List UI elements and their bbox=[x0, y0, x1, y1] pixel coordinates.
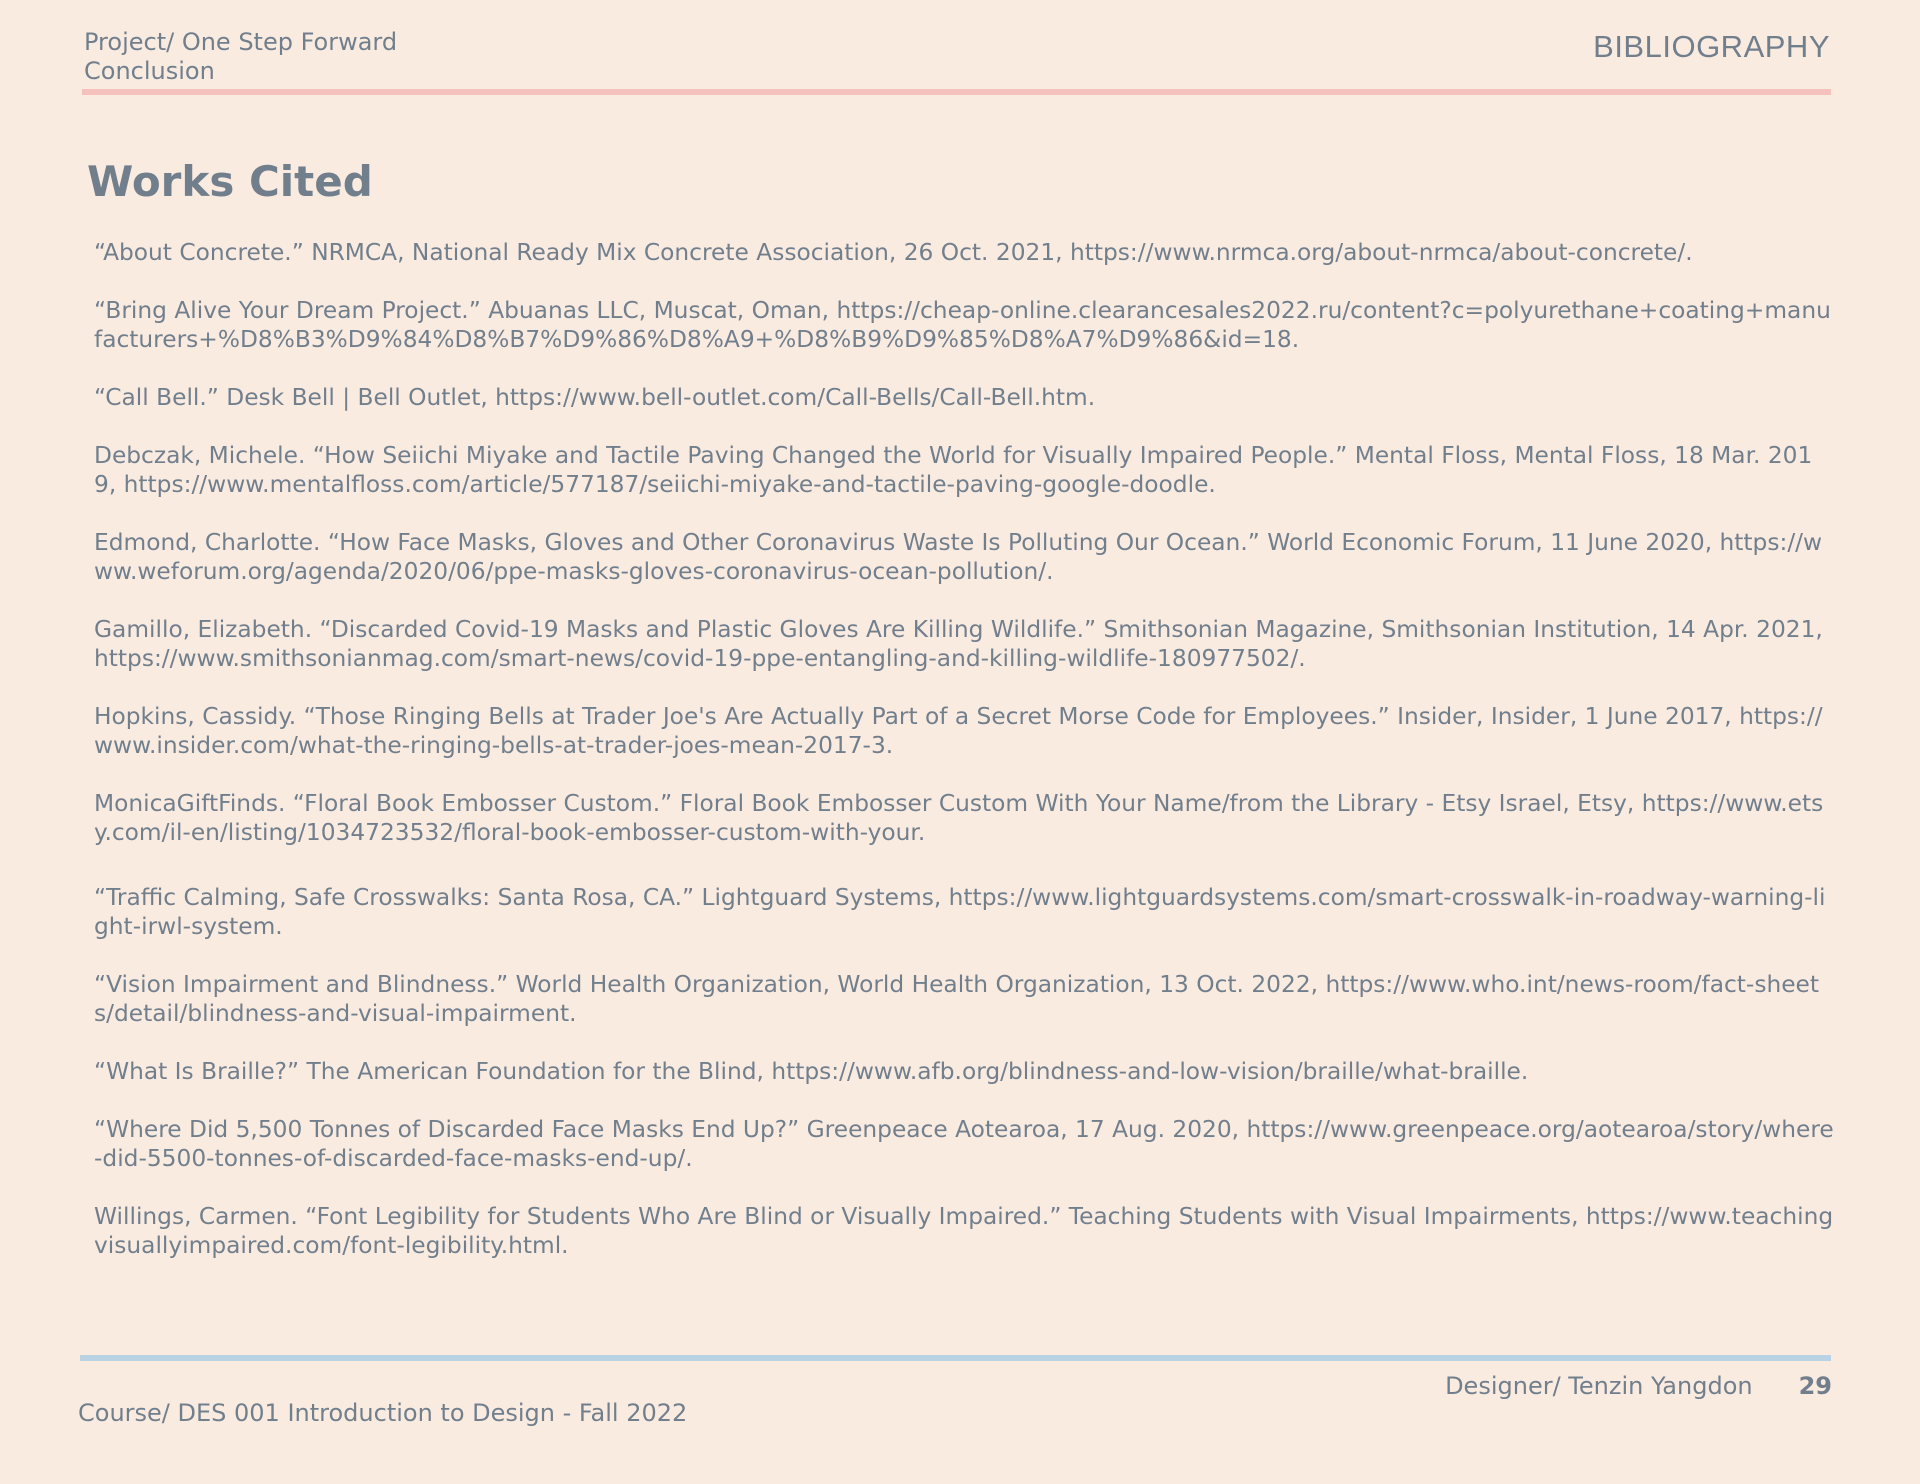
citation-entry: MonicaGiftFinds. “Floral Book Embosser Custom.” Floral Book Embosser Custom With Your Name/from the Library - Etsy Israel, Etsy, https://www.etsy.com/il-en/listing/1034723532/floral-book-embosser-custom-with-your. bbox=[94, 790, 1824, 846]
citation-entry: Edmond, Charlotte. “How Face Masks, Gloves and Other Coronavirus Waste Is Polluting Our Ocean.” World Economic Forum, 11 June 2020, https://www.weforum.org/agenda/2020/06/ppe-masks-gloves-coronavirus-ocean-pollution/. bbox=[94, 529, 1823, 585]
citation-entry: “Bring Alive Your Dream Project.” Abuanas LLC, Muscat, Oman, https://cheap-online.clearancesales2022.ru/content?c=polyurethane+coating+manufacturers+%D8%B3%D9%84%D8%B7%D9%86%D8%A9+%D8%B9%D9%85%D8%A7%D9%86&id=18. bbox=[94, 297, 1831, 353]
citation-entry: “What Is Braille?” The American Foundation for the Blind, https://www.afb.org/blindness-and-low-vision/braille/what-braille. bbox=[94, 1058, 1529, 1085]
course-info: Course/ DES 001 Introduction to Design - Fall 2022 bbox=[78, 1399, 688, 1427]
citation-entry: Willings, Carmen. “Font Legibility for Students Who Are Blind or Visually Impaired.” Teaching Students with Visual Impairments, https://www.teachingvisuallyimpaired.com/font-legibility.html. bbox=[94, 1203, 1834, 1259]
footer-designer-info bbox=[1445, 1372, 1832, 1400]
section-name: Conclusion bbox=[84, 57, 215, 85]
designer-name: Designer/ Tenzin Yangdon bbox=[1445, 1372, 1753, 1400]
works-cited-list bbox=[94, 238, 1834, 1289]
footer-divider bbox=[80, 1355, 1831, 1361]
page-title: Works Cited bbox=[87, 157, 373, 206]
citation-entry: “Call Bell.” Desk Bell | Bell Outlet, https://www.bell-outlet.com/Call-Bells/Call-Bell.htm. bbox=[94, 384, 1096, 411]
citation-entry: “Where Did 5,500 Tonnes of Discarded Face Masks End Up?” Greenpeace Aotearoa, 17 Aug. 2020, https://www.greenpeace.org/aotearoa/story/where-did-5500-tonnes-of-discarded-face-masks-end-up/. bbox=[94, 1116, 1834, 1172]
project-name: Project/ One Step Forward bbox=[84, 28, 398, 56]
citation-entry: Gamillo, Elizabeth. “Discarded Covid-19 Masks and Plastic Gloves Are Killing Wildlife.” Smithsonian Magazine, Smithsonian Institution, 14 Apr. 2021, https://www.smithsonianmag.com/smart-news/covid-19-ppe-entangling-and-killing-wildlife-180977502/. bbox=[94, 616, 1823, 672]
citation-entry: “Vision Impairment and Blindness.” World Health Organization, World Health Organization, 13 Oct. 2022, https://www.who.int/news-room/fact-sheets/detail/blindness-and-visual-impairment. bbox=[94, 971, 1820, 1027]
citation-entry: Hopkins, Cassidy. “Those Ringing Bells at Trader Joe's Are Actually Part of a Secret Morse Code for Employees.” Insider, Insider, 1 June 2017, https://www.insider.com/what-the-ringing-bells-at-trader-joes-mean-2017-3. bbox=[94, 703, 1823, 759]
header-project-info bbox=[84, 28, 397, 86]
citation-entry: “Traffic Calming, Safe Crosswalks: Santa Rosa, CA.” Lightguard Systems, https://www.lightguardsystems.com/smart-crosswalk-in-roadway-warning-light-irwl-system. bbox=[94, 884, 1826, 940]
header-divider bbox=[82, 89, 1831, 95]
category-label: BIBLIOGRAPHY bbox=[1593, 29, 1830, 64]
citation-entry: Debczak, Michele. “How Seiichi Miyake and Tactile Paving Changed the World for Visually Impaired People.” Mental Floss, Mental Floss, 18 Mar. 2019, https://www.mentalfloss.com/article/577187/seiichi-miyake-and-tactile-paving-google-doodle. bbox=[94, 442, 1813, 498]
citation-entry: “About Concrete.” NRMCA, National Ready Mix Concrete Association, 26 Oct. 2021, https://www.nrmca.org/about-nrmca/about-concrete/. bbox=[94, 239, 1693, 266]
page-number: 29 bbox=[1798, 1372, 1832, 1400]
